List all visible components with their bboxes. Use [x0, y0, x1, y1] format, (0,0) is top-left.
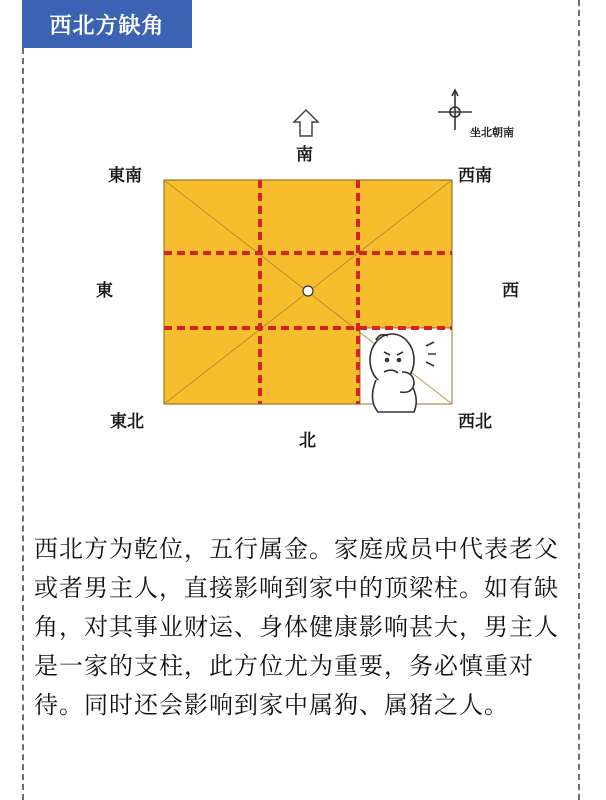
- section-title: 西北方缺角: [22, 0, 192, 48]
- label-south: 南: [296, 145, 313, 165]
- label-north: 北: [299, 431, 316, 451]
- label-west: 西: [502, 281, 519, 301]
- label-northeast: 東北: [110, 412, 144, 432]
- compass-note: 坐北朝南: [470, 126, 514, 139]
- center-point: [303, 286, 313, 296]
- description-text: 西北方为乾位，五行属金。家庭成员中代表老父或者男主人，直接影响到家中的顶梁柱。如有缺角，对其事业财运、身体健康影响甚大，男主人是一家的支柱，此方位尤为重要，务必慎重对待。同时还会影响到家中属狗、属猪之人。: [34, 535, 559, 719]
- label-northwest: 西北: [458, 412, 492, 432]
- label-southeast: 東南: [108, 166, 142, 186]
- compass-icon: [438, 90, 472, 130]
- up-arrow-icon: [294, 110, 318, 136]
- label-east: 東: [96, 281, 113, 301]
- label-southwest: 西南: [458, 166, 492, 186]
